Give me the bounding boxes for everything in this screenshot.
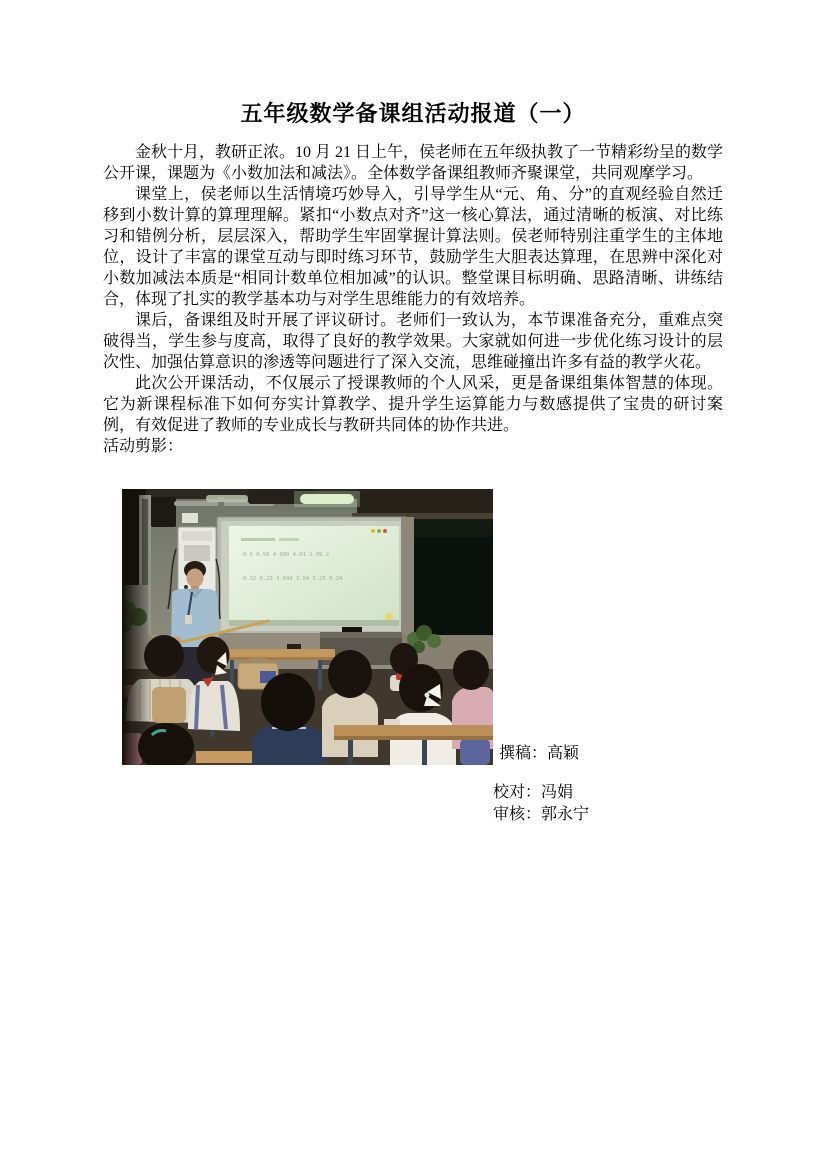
whiteboard — [217, 517, 407, 638]
student-head — [453, 650, 489, 690]
screen-corner-icon — [385, 613, 393, 621]
cabinet-top-panel — [182, 531, 212, 541]
paragraph-4: 此次公开课活动，不仅展示了授课教师的个人风采，更是备课组集体智慧的体现。它为新课程标准下如何夯实计算教学、提升学生运算能力与数感提供了宝贵的研讨案例，有效促进了教师的专业成长与教研共同体的协作共进。 — [103, 375, 723, 434]
paragraph-3: 课后，备课组及时开展了评议研讨。老师们一致认为，本节课准备充分，重难点突破得当，学生参与度高，取得了良好的教学效果。大家就如何进一步优化练习设计的层次性、加强估算意识的渗透等问题进行了深入交流，思维碰撞出许多有益的教学火花。 — [103, 312, 723, 371]
board-pillar — [401, 517, 414, 635]
photo-row — [122, 489, 723, 765]
paper-on-desk — [384, 719, 400, 726]
student-head — [261, 673, 315, 731]
photo-vignette — [122, 489, 152, 765]
blue-bag — [460, 739, 490, 765]
fluorescent-light — [300, 494, 354, 504]
screen-header-line — [241, 538, 275, 541]
desk-leg — [348, 740, 353, 765]
desk-leg — [422, 740, 427, 765]
desk-leg — [318, 660, 322, 690]
desk-edge — [334, 736, 493, 740]
blackboard-sheen — [414, 519, 493, 537]
fluorescent-light-2 — [206, 495, 248, 502]
speaker-box — [151, 497, 176, 527]
classroom-photo-illustration — [122, 489, 493, 765]
credit-block — [493, 782, 723, 826]
classroom-photo — [122, 489, 493, 765]
paragraph-1: 金秋十月，教研正浓。10 月 21 日上午，侯老师在五年级执教了一节精彩纷呈的数学公开课，课题为《小数加法和减法》。全体数学备课组教师齐聚课堂，共同观摩学习。 — [103, 144, 724, 182]
screen-header-line — [279, 538, 299, 541]
podium-top — [320, 632, 402, 638]
cabinet-slot — [184, 545, 210, 561]
student-head — [328, 650, 372, 698]
screen-numbers-row2: 0.32 0.23 3.040 3.04 5.25 5.24 — [243, 576, 343, 582]
paragraph-2: 课堂上，侯老师以生活情境巧妙导入，引导学生从“元、角、分”的直观经验自然迁移到小数计算的算理理解。紧扣“小数点对齐”这一核心算法，通过清晰的板演、对比练习和错例分析，层层深入，帮助学生牢固掌握计算法则。侯老师特别注重学生的主体地位，设计了丰富的课堂互动与即时练习环节，鼓励学生大胆表达算理，在思辨中深化对小数加减法本质是“相同计数单位相加减”的认识。整堂课目标明确、思路清晰、讲练结合，体现了扎实的教学基本功与对学生思维能力的有效培养。 — [103, 186, 723, 308]
document-body — [103, 142, 723, 457]
teacher-badge — [185, 615, 192, 624]
screen-toolbar-icon — [383, 529, 387, 533]
credit-writer: 撰稿：高颖 — [499, 745, 580, 762]
credit-proofreader: 校对：冯娟 — [493, 784, 574, 801]
screen-numbers-row1: 0.5 0.56 4.089 4.01 1.99 2 — [243, 552, 330, 558]
cabinet-button — [184, 585, 188, 589]
student-backpack — [152, 687, 186, 723]
student-navy-jacket — [252, 725, 326, 765]
desk-top — [196, 751, 256, 763]
credit-reviewer: 审核：郭永宁 — [493, 806, 590, 823]
document-title: 五年级数学备课组活动报道（一） — [240, 101, 586, 126]
plant-leaf — [427, 634, 441, 648]
small-box — [182, 513, 198, 523]
desk-edge — [223, 657, 335, 660]
screen-toolbar-icon — [377, 529, 381, 533]
screen-toolbar-icon — [371, 529, 375, 533]
teacher-face — [187, 569, 204, 588]
photo-caption-label: 活动剪影： — [103, 438, 184, 455]
bow-knot — [425, 693, 430, 698]
